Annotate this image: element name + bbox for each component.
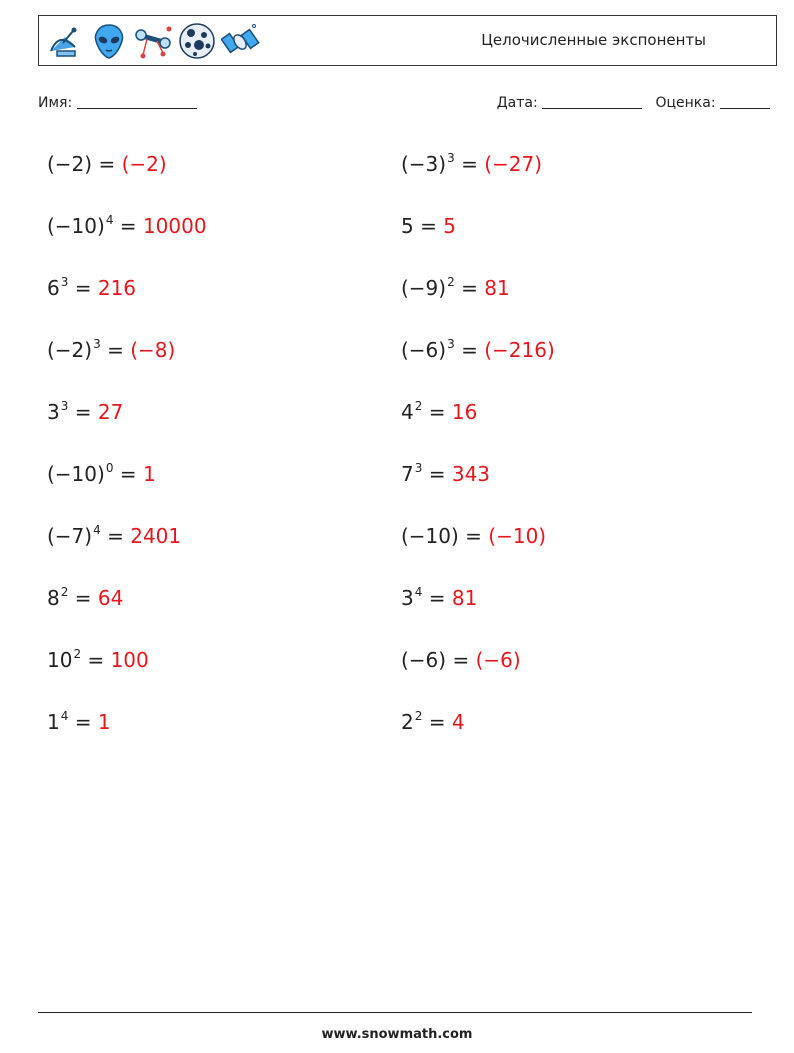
- equals-sign: =: [100, 524, 131, 548]
- problem-exponent: 3: [447, 337, 455, 351]
- problem-base: 3: [47, 400, 60, 424]
- problem-answer: (−6): [475, 648, 521, 672]
- worksheet-title: Целочисленные экспоненты: [481, 31, 706, 49]
- problem-item: [401, 400, 477, 424]
- problem-exponent: 3: [93, 337, 101, 351]
- equals-sign: =: [81, 648, 111, 672]
- problem-item: [47, 462, 156, 486]
- problem-answer: 5: [443, 214, 456, 238]
- problem-answer: (−2): [121, 152, 167, 176]
- problem-base: (−2): [47, 338, 93, 362]
- equals-sign: =: [422, 586, 452, 610]
- problem-item: [401, 648, 521, 672]
- problem-base: (−3): [401, 152, 447, 176]
- problem-base: 3: [401, 586, 414, 610]
- problem-exponent: 2: [60, 585, 69, 599]
- equals-sign: =: [454, 152, 485, 176]
- problem-answer: 10000: [142, 214, 207, 238]
- problem-exponent: 2: [414, 399, 423, 413]
- equals-sign: =: [68, 586, 98, 610]
- problem-base: 6: [47, 276, 60, 300]
- problem-answer: 16: [451, 400, 478, 424]
- problem-answer: 343: [451, 462, 491, 486]
- equals-sign: =: [454, 276, 485, 300]
- equals-sign: =: [113, 462, 143, 486]
- problem-item: [401, 524, 546, 548]
- problem-base: 2: [401, 710, 414, 734]
- problem-exponent: 2: [414, 709, 423, 723]
- problem-item: [401, 152, 542, 176]
- problem-base: (−7): [47, 524, 93, 548]
- problem-answer: 81: [451, 586, 478, 610]
- problem-exponent: 4: [414, 585, 423, 599]
- problem-answer: 81: [484, 276, 510, 300]
- problem-base: 4: [401, 400, 414, 424]
- problem-exponent: 4: [105, 213, 114, 227]
- equals-sign: =: [446, 648, 476, 672]
- problem-exponent: 2: [447, 275, 455, 289]
- problem-item: [401, 214, 456, 238]
- equals-sign: =: [422, 400, 452, 424]
- problem-exponent: 3: [60, 399, 69, 413]
- problem-item: [47, 648, 149, 672]
- grade-label: Оценка:: [655, 95, 716, 111]
- problem-base: (−10): [401, 524, 459, 548]
- problem-answer: 2401: [130, 524, 182, 548]
- problem-base: 10: [47, 648, 73, 672]
- problem-item: [47, 152, 167, 176]
- problem-base: (−6): [401, 338, 447, 362]
- equals-sign: =: [68, 710, 98, 734]
- equals-sign: =: [100, 338, 131, 362]
- problem-item: [47, 710, 111, 734]
- problem-answer: 27: [97, 400, 124, 424]
- problem-item: [47, 524, 181, 548]
- date-label: Дата:: [496, 95, 538, 111]
- name-label: Имя:: [38, 95, 73, 111]
- problem-exponent: 3: [447, 151, 455, 165]
- problem-base: (−10): [47, 462, 105, 486]
- problem-answer: 4: [451, 710, 465, 734]
- problem-exponent: 3: [60, 275, 69, 289]
- problem-item: [47, 338, 175, 362]
- equals-sign: =: [422, 462, 452, 486]
- problem-answer: (−10): [488, 524, 547, 548]
- equals-sign: =: [454, 338, 485, 362]
- problem-base: (−9): [401, 276, 447, 300]
- problem-answer: 1: [142, 462, 156, 486]
- equals-sign: =: [92, 152, 122, 176]
- equals-sign: =: [113, 214, 143, 238]
- problem-item: [47, 214, 207, 238]
- problem-exponent: 2: [73, 647, 82, 661]
- problem-item: [401, 586, 477, 610]
- problem-base: 1: [47, 710, 60, 734]
- problem-item: [47, 276, 136, 300]
- equals-sign: =: [68, 276, 98, 300]
- problem-base: 7: [401, 462, 414, 486]
- problem-exponent: 3: [414, 461, 423, 475]
- problem-base: 5: [401, 214, 414, 238]
- problem-answer: 1: [97, 710, 111, 734]
- problem-exponent: 0: [105, 461, 114, 475]
- footer-divider: [38, 1012, 752, 1013]
- equals-sign: =: [458, 524, 489, 548]
- problem-item: [401, 462, 490, 486]
- problem-item: [401, 710, 465, 734]
- problem-base: (−2): [47, 152, 93, 176]
- problem-answer: 100: [110, 648, 149, 672]
- equals-sign: =: [413, 214, 444, 238]
- problem-answer: 216: [97, 276, 137, 300]
- problem-answer: (−27): [484, 152, 543, 176]
- problem-item: [401, 276, 510, 300]
- problem-base: 8: [47, 586, 60, 610]
- problem-base: (−6): [401, 648, 447, 672]
- problem-exponent: 4: [93, 523, 101, 537]
- equals-sign: =: [68, 400, 98, 424]
- problem-answer: 64: [97, 586, 124, 610]
- problem-base: (−10): [47, 214, 105, 238]
- footer-url: www.snowmath.com: [321, 1027, 473, 1042]
- problem-exponent: 4: [60, 709, 69, 723]
- equals-sign: =: [422, 710, 452, 734]
- problem-item: [47, 400, 123, 424]
- problem-item: [47, 586, 123, 610]
- problem-answer: (−216): [484, 338, 555, 362]
- problem-answer: (−8): [130, 338, 176, 362]
- problem-item: [401, 338, 555, 362]
